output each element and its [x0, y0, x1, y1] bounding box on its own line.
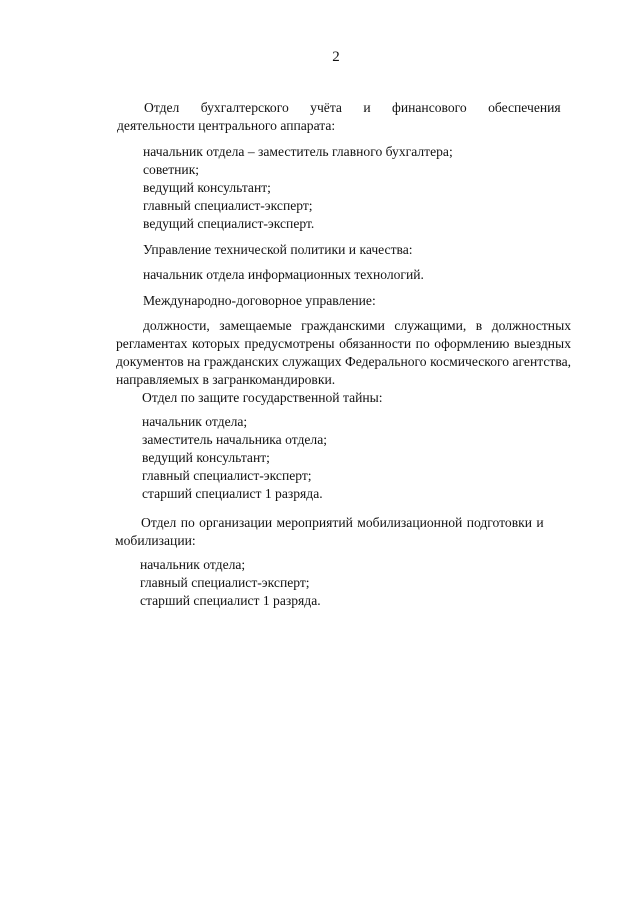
section-3-paragraph: должности, замещаемые гражданскими служащими, в должностных регламентах которых предусмотрены обязанности по оформлению выездных документов на гражданских служащих Федерального космического агентства, направляемых в загранкомандировки.: [116, 318, 571, 387]
page-number: 2: [332, 49, 340, 65]
section-1-heading-line-2: деятельности центрального аппарата:: [117, 118, 336, 133]
section-4-heading: Отдел по защите государственной тайны:: [142, 390, 383, 405]
section-5-heading-line-2: мобилизации:: [115, 533, 196, 548]
list-item: начальник отдела;: [140, 557, 246, 572]
section-3-heading: Международно-договорное управление:: [143, 293, 376, 308]
list-item: главный специалист-эксперт;: [143, 198, 313, 213]
list-item: советник;: [143, 162, 200, 177]
section-2-heading: Управление технической политики и качества:: [143, 242, 413, 257]
list-item: начальник отдела – заместитель главного бухгалтера;: [143, 144, 453, 159]
list-item: начальник отдела;: [142, 414, 248, 429]
list-item: ведущий специалист-эксперт.: [143, 216, 315, 231]
list-item: начальник отдела информационных технологий.: [143, 267, 424, 282]
section-1-heading: [117, 99, 571, 117]
list-item: заместитель начальника отдела;: [142, 432, 328, 447]
list-item: главный специалист-эксперт;: [142, 468, 312, 483]
section-1-heading-line-1: Отдел бухгалтерского учёта и финансового обеспечения: [144, 100, 561, 115]
list-item: ведущий консультант;: [143, 180, 271, 195]
list-item: старший специалист 1 разряда.: [142, 486, 323, 501]
section-5-heading-line-1: Отдел по организации мероприятий мобилизационной подготовки и: [141, 515, 544, 530]
list-item: ведущий консультант;: [142, 450, 270, 465]
list-item: старший специалист 1 разряда.: [140, 593, 321, 608]
list-item: главный специалист-эксперт;: [140, 575, 310, 590]
